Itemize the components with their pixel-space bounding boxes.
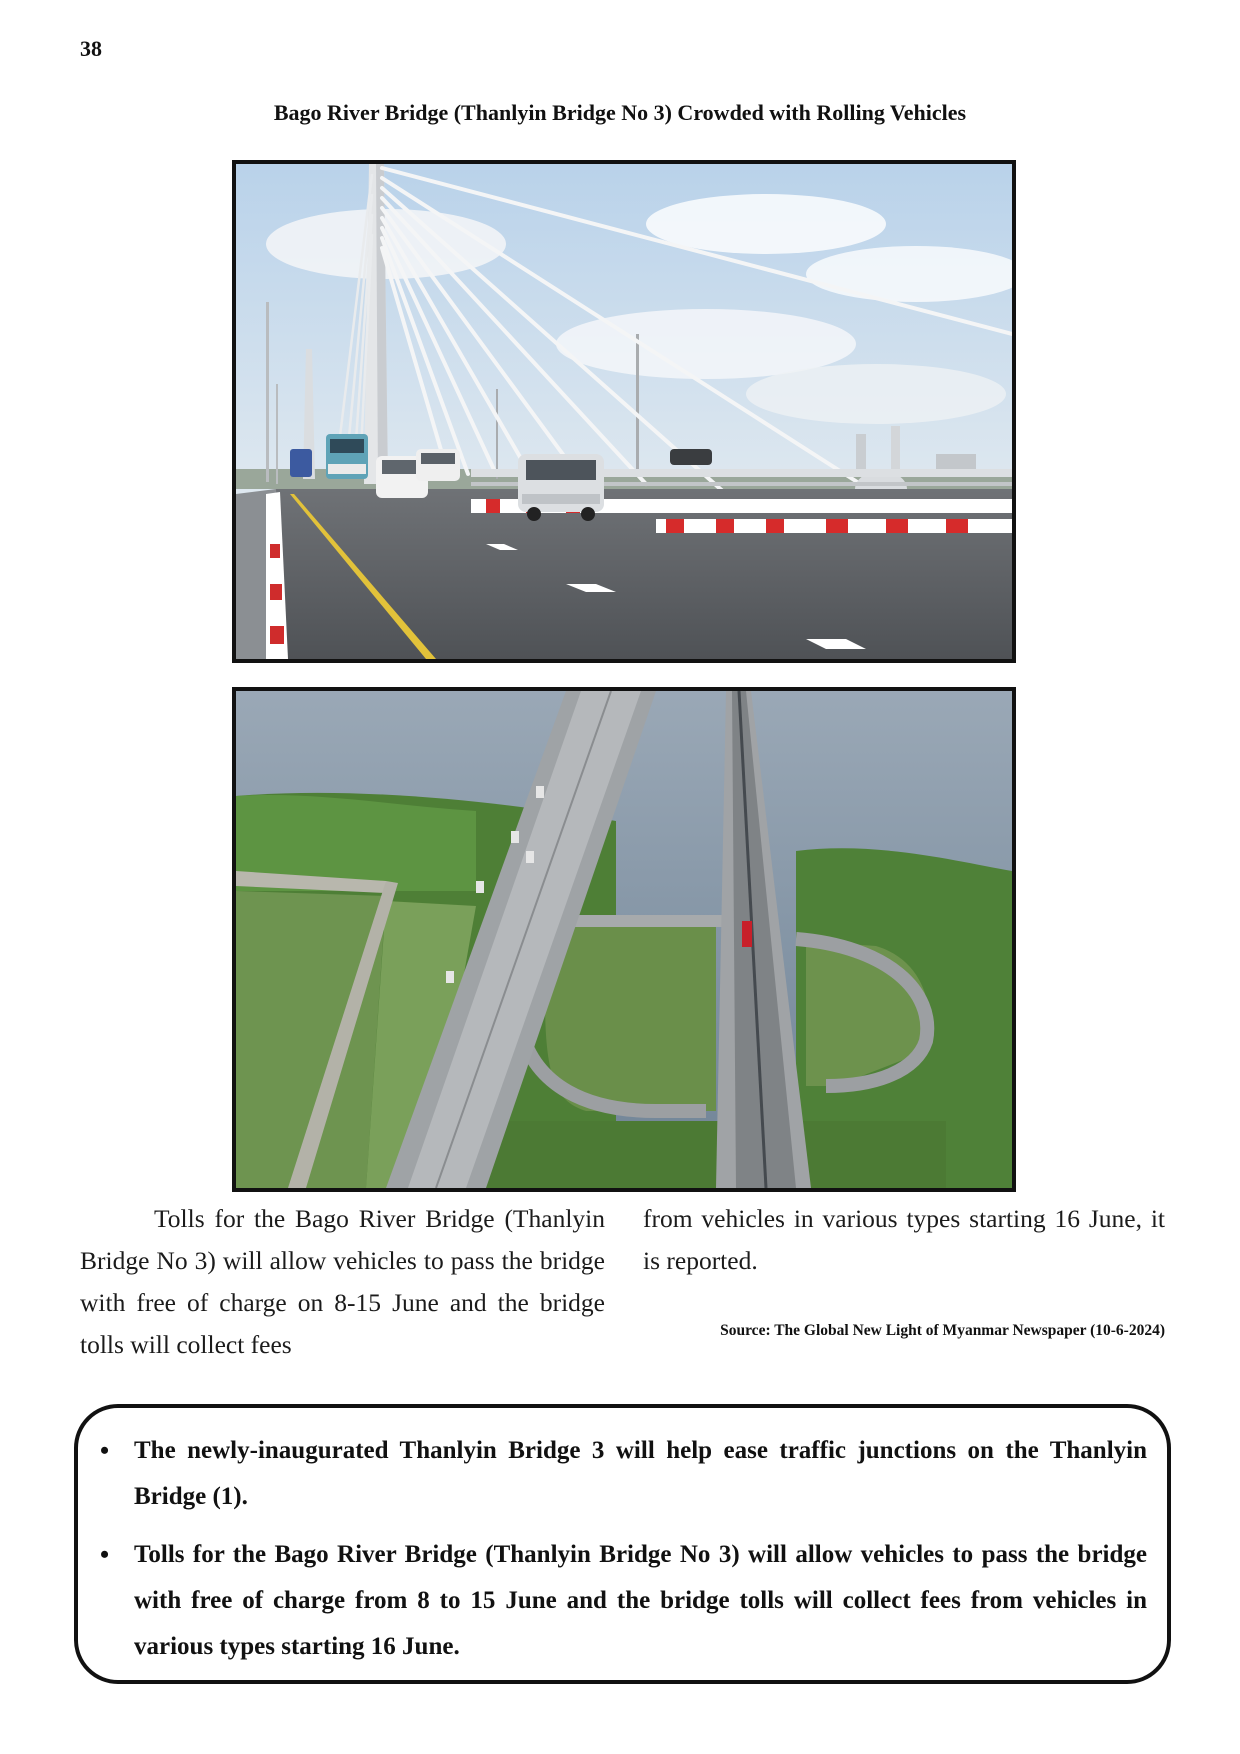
summary-list [100,1428,1147,1682]
bullet-icon: • [100,1540,110,1569]
bridge-aerial-photo [232,687,1016,1192]
page-title: Bago River Bridge (Thanlyin Bridge No 3) Crowded with Rolling Vehicles [273,100,967,125]
summary-item [100,1428,1147,1520]
summary-item-text: Tolls for the Bago River Bridge (Thanlyin Bridge No 3) will allow vehicles to pass the bridge with free of charge from 8 to 15 June and the bridge tolls will collect fees from vehicles in various types starting 16 June. [134,1541,1147,1660]
source-citation: Source: The Global New Light of Myanmar Newspaper (10-6-2024) [720,1322,1165,1339]
summary-box [74,1404,1171,1684]
article-body-left: Tolls for the Bago River Bridge (Thanlyin Bridge No 3) will allow vehicles to pass the bridge with free of charge on 8-15 June and the bridge tolls will collect fees [80,1204,605,1359]
article-body-right-column [643,1198,1165,1282]
page-number: 38 [80,36,102,61]
article-body-right: from vehicles in various types starting 16 June, it is reported. [643,1204,1165,1275]
bridge-aerial-illustration [236,691,1012,1188]
summary-item-text: The newly-inaugurated Thanlyin Bridge 3 will help ease traffic junctions on the Thanlyin Bridge (1). [134,1437,1147,1510]
bullet-icon: • [100,1436,110,1465]
article-body-left-column [80,1198,605,1366]
bridge-deck-illustration [236,164,1012,659]
bridge-deck-photo [232,160,1016,663]
summary-item [100,1532,1147,1670]
